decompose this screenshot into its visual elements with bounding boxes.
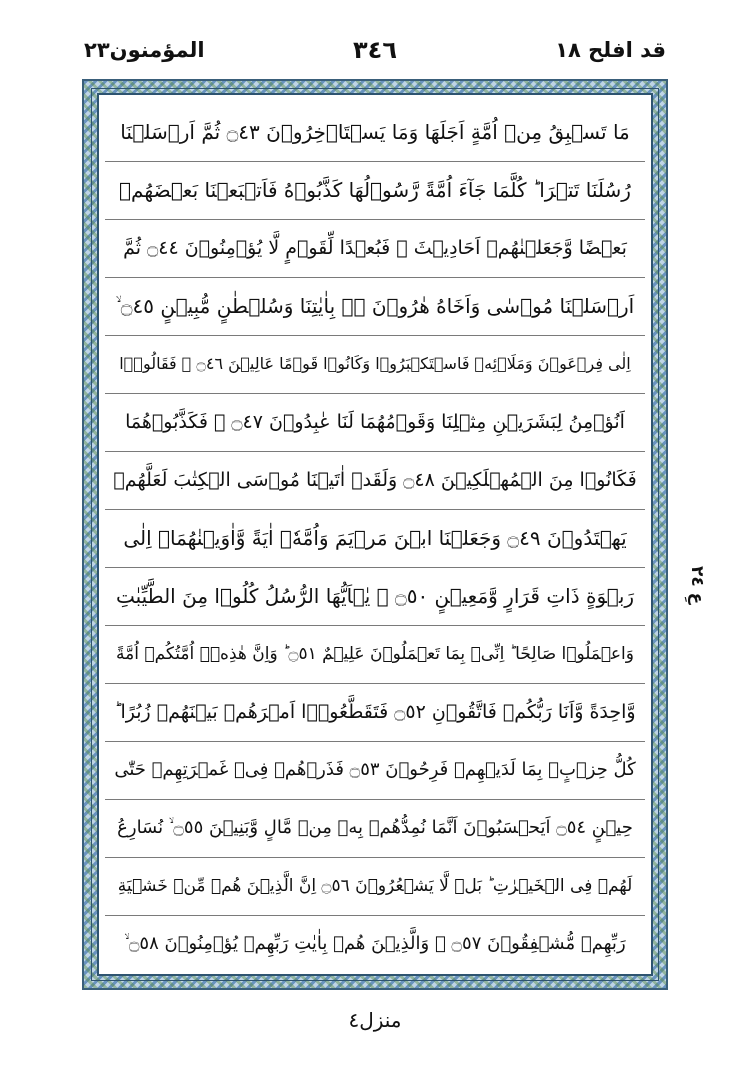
juz-name-header: قد افلح ١٨ <box>555 38 666 62</box>
verse-line-5: اِلٰى فِرۡعَوۡنَ وَمَلَا۟ئِهٖ فَاسۡتَكۡبَرُوۡا وَكَانُوۡا قَوۡمًا عَالِيۡنَ ۝٤٦ ۚ فَقَالُوۡۤا <box>119 354 631 373</box>
verse-line-9: رَبۡوَةٍ ذَاتِ قَرَارٍ وَّمَعِيۡنٍ ۝٥٠ ۗ يٰۤاَيُّهَا الرُّسُلُ كُلُوۡا مِنَ الطَّيِّبٰتِ <box>115 584 635 608</box>
page-number: ٣٤٦ <box>353 36 397 64</box>
verse-line-15: رَبِّهِمۡ مُّشۡفِقُوۡنَ ۝٥٧ ۙ وَالَّذِيۡنَ هُمۡ بِاٰيٰتِ رَبِّهِمۡ يُؤۡمِنُوۡنَ ۝٥٨ ۙ <box>124 933 626 954</box>
verse-line-12: كُلُّ حِزۡبٍۭ بِمَا لَدَيۡهِمۡ فَرِحُوۡنَ ۝٥٣ فَذَرۡهُمۡ فِىۡ غَمۡرَتِهِمۡ حَتّٰى <box>114 759 636 780</box>
ruku-margin-marker: عِ ٢٤ <box>687 565 707 605</box>
verse-line-8: يَهۡتَدُوۡنَ ۝٤٩ وَجَعَلۡنَا ابۡنَ مَرۡيَمَ وَاُمَّهٗۤ اٰيَةً وَّاٰوَيۡنٰهُمَاۤ اِلٰى <box>123 526 627 550</box>
verse-line-4: اَرۡسَلۡنَا مُوۡسٰى وَاَخَاهُ هٰرُوۡنَ ۙ۬ بِاٰيٰتِنَا وَسُلۡطٰنٍ مُّبِيۡنٍ ۝٤٥ ۙ <box>115 294 635 318</box>
verse-line-1: مَا تَسۡبِقُ مِنۡ اُمَّةٍ اَجَلَهَا وَمَا يَسۡتَاۡخِرُوۡنَ ۝٤٣ ثُمَّ اَرۡسَلۡنَا <box>120 120 630 144</box>
verse-line-7: فَكَانُوۡا مِنَ الۡمُهۡلَكِيۡنَ ۝٤٨ وَلَقَدۡ اٰتَيۡنَا مُوۡسَى الۡكِتٰبَ لَعَلَّهُمۡ <box>113 468 637 491</box>
verse-line-14: لَهُمۡ فِى الۡخَيۡرٰتِ ؕ بَلۡ لَّا يَشۡعُرُوۡنَ ۝٥٦ اِنَّ الَّذِيۡنَ هُمۡ مِّنۡ خَشۡيَةِ <box>117 875 633 896</box>
verse-line-6: اَنُؤۡمِنُ لِبَشَرَيۡنِ مِثۡلِنَا وَقَوۡمُهُمَا لَنَا عٰبِدُوۡنَ ۝٤٧ ۚ فَكَذَّبُوۡهُمَا <box>125 410 625 433</box>
manzil-footer: منزل٤ <box>348 1008 402 1032</box>
surah-name-header: المؤمنون٢٣ <box>84 38 205 62</box>
verse-line-2: رُسُلَنَا تَتۡرَا ؕ كُلَّمَا جَآءَ اُمَّةً رَّسُوۡلُهَا كَذَّبُوۡهُ فَاَتۡبَعۡنَا بَعۡضَهُمۡ <box>119 178 631 202</box>
verse-line-10: وَاعۡمَلُوۡا صَالِحًا ؕ اِنِّىۡ بِمَا تَعۡمَلُوۡنَ عَلِيۡمٌ ۝٥١ ؕ وَاِنَّ هٰذِهٖۤ اُمَّتُكُمۡ اُمَّةً <box>116 643 634 664</box>
text-block <box>97 93 653 976</box>
verse-line-13: حِيۡنٍ ۝٥٤ اَيَحۡسَبُوۡنَ اَنَّمَا نُمِدُّهُمۡ بِهٖ مِنۡ مَّالٍ وَّبَنِيۡنَ ۝٥٥ ۙ نُسَارِعُ <box>117 817 633 838</box>
verse-line-11: وَّاحِدَةً وَّاَنَا رَبُّكُمۡ فَاتَّقُوۡنِ ۝٥٢ فَتَقَطَّعُوۡۤا اَمۡرَهُمۡ بَيۡنَهُمۡ زُبُرًا ؕ <box>114 700 636 723</box>
ornamental-border <box>82 79 668 990</box>
verse-lines <box>99 95 651 974</box>
verse-line-3: بَعۡضًا وَّجَعَلۡنٰهُمۡ اَحَادِيۡثَ ۚ فَبُعۡدًا لِّقَوۡمٍ لَّا يُؤۡمِنُوۡنَ ۝٤٤ ثُمَّ <box>123 236 627 259</box>
